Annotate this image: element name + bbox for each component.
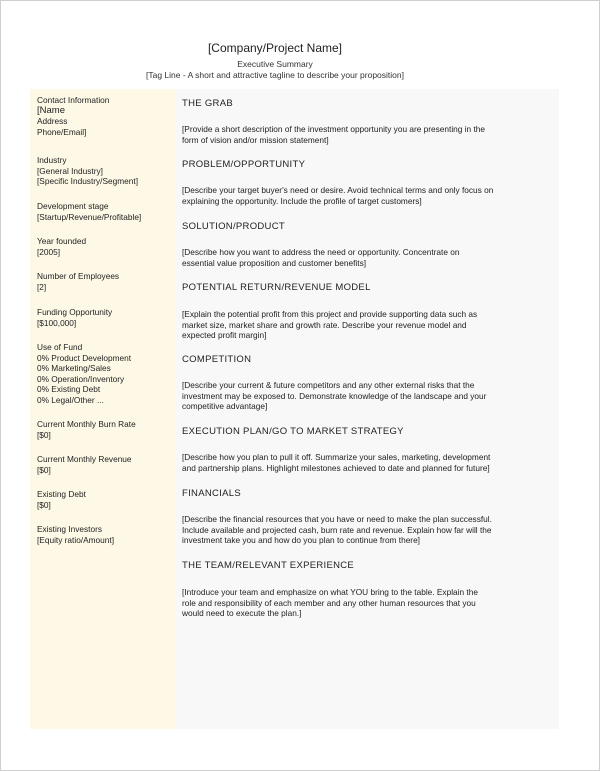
body-line: [Describe your target buyer's need or desire. Avoid technical terms and only focus on: [182, 185, 494, 195]
body-line: Include available and projected cash, burn rate and revenue. Explain how far will the: [182, 524, 492, 535]
year-block: [37, 236, 86, 257]
section-body-financials[interactable]: [182, 514, 512, 546]
section-body-solution[interactable]: [182, 247, 512, 268]
investors-label: Existing Investors: [37, 524, 103, 534]
employees-block: [37, 271, 119, 292]
employees-field[interactable]: [2]: [37, 281, 47, 292]
body-line: [Describe how you plan to pull it off. Summarize your sales, marketing, development: [182, 452, 491, 462]
section-title-grab: THE GRAB: [182, 98, 233, 109]
burn-rate-field[interactable]: [$0]: [37, 429, 51, 440]
body-line: [Provide a short description of the investment opportunity you are presenting in the: [182, 124, 486, 134]
contact-info-block: [37, 95, 109, 137]
section-title-revenue: POTENTIAL RETURN/REVENUE MODEL: [182, 282, 371, 293]
contact-label: Contact Information: [37, 95, 110, 105]
stage-block: [37, 201, 141, 222]
body-line: [Describe how you want to address the need or opportunity. Concentrate on: [182, 247, 460, 257]
industry-specific-field[interactable]: [Specific Industry/Segment]: [37, 176, 138, 186]
year-field[interactable]: [2005]: [37, 246, 61, 257]
body-line: [Introduce your team and emphasize on what YOU bring to the table. Explain the: [182, 587, 478, 597]
existing-debt-block: [37, 489, 86, 510]
company-name[interactable]: [Company/Project Name]: [207, 41, 343, 55]
use-item[interactable]: 0% Marketing/Sales: [37, 363, 111, 373]
body-line: and partnership plans. Highlight milestones achieved to date and planned for future]: [182, 462, 490, 473]
existing-debt-field[interactable]: [$0]: [37, 499, 51, 510]
use-of-fund-block: [37, 342, 131, 405]
contact-name-field[interactable]: [Name: [37, 104, 65, 116]
body-line: form of vision and/or mission statement]: [182, 134, 329, 145]
section-body-execution[interactable]: [182, 452, 512, 473]
body-line: would need to execute the plan.]: [182, 608, 302, 618]
funding-label: Funding Opportunity: [37, 307, 113, 317]
industry-label: Industry: [37, 155, 67, 165]
investors-field[interactable]: [Equity ratio/Amount]: [37, 534, 115, 545]
document-header: [1, 41, 549, 80]
monthly-revenue-field[interactable]: [$0]: [37, 464, 51, 475]
main-content: [176, 89, 559, 729]
body-line: essential value proposition and customer benefits]: [182, 257, 367, 268]
body-line: competitive advantage]: [182, 401, 268, 411]
burn-rate-block: [37, 419, 136, 440]
section-title-team: THE TEAM/RELEVANT EXPERIENCE: [182, 560, 355, 571]
use-item[interactable]: 0% Operation/Inventory: [37, 373, 125, 384]
section-title-solution: SOLUTION/PRODUCT: [182, 221, 285, 232]
use-item[interactable]: 0% Legal/Other ...: [37, 394, 104, 405]
industry-general-field[interactable]: [General Industry]: [37, 165, 103, 176]
section-title-financials: FINANCIALS: [182, 488, 241, 499]
tagline[interactable]: [Tag Line - A short and attractive tagline to describe your proposition]: [146, 70, 404, 80]
burn-rate-label: Current Monthly Burn Rate: [37, 419, 136, 429]
contact-address-field[interactable]: Address: [37, 116, 68, 126]
body-line: expected profit margin]: [182, 330, 267, 340]
stage-label: Development stage: [37, 201, 109, 211]
section-title-problem: PROBLEM/OPPORTUNITY: [182, 159, 306, 170]
existing-debt-label: Existing Debt: [37, 489, 86, 499]
section-body-team[interactable]: [182, 587, 512, 619]
document-subtitle: Executive Summary: [237, 59, 313, 69]
section-body-competition[interactable]: [182, 380, 512, 412]
use-item[interactable]: 0% Product Development: [37, 352, 132, 363]
contact-phone-field[interactable]: Phone/Email]: [37, 126, 87, 137]
body-line: [Explain the potential profit from this project and provide supporting data such as: [182, 309, 478, 319]
investors-block: [37, 524, 114, 545]
funding-field[interactable]: [$100,000]: [37, 317, 77, 328]
section-body-grab[interactable]: [182, 124, 512, 145]
section-body-problem[interactable]: [182, 185, 512, 206]
body-line: investment may be exposed to. Demonstrate knowledge of the landscape and your: [182, 390, 487, 401]
use-of-fund-label: Use of Fund: [37, 342, 83, 352]
year-label: Year founded: [37, 236, 87, 246]
section-title-competition: COMPETITION: [182, 354, 252, 365]
stage-field[interactable]: [Startup/Revenue/Profitable]: [37, 211, 142, 222]
monthly-revenue-block: [37, 454, 132, 475]
body-line: [Describe the financial resources that you have or need to make the plan successful.: [182, 514, 492, 524]
monthly-revenue-label: Current Monthly Revenue: [37, 454, 132, 464]
section-title-execution: EXECUTION PLAN/GO TO MARKET STRATEGY: [182, 426, 404, 437]
employees-label: Number of Employees: [37, 271, 120, 281]
body-line: investment take you and how do you plan to continue from there]: [182, 535, 420, 545]
body-line: role and responsibility of each member and any other human resources that you: [182, 597, 476, 608]
body-line: explaining the opportunity. Include the profile of target customers]: [182, 195, 422, 206]
funding-block: [37, 307, 112, 328]
section-body-revenue[interactable]: [182, 309, 512, 341]
body-line: [Describe your current & future competitors and any other external risks that the: [182, 380, 475, 390]
sidebar-panel: [30, 89, 176, 729]
industry-block: [37, 155, 138, 187]
body-line: market size, market share and growth rate. Describe your revenue model and: [182, 319, 467, 330]
use-item[interactable]: 0% Existing Debt: [37, 384, 101, 394]
